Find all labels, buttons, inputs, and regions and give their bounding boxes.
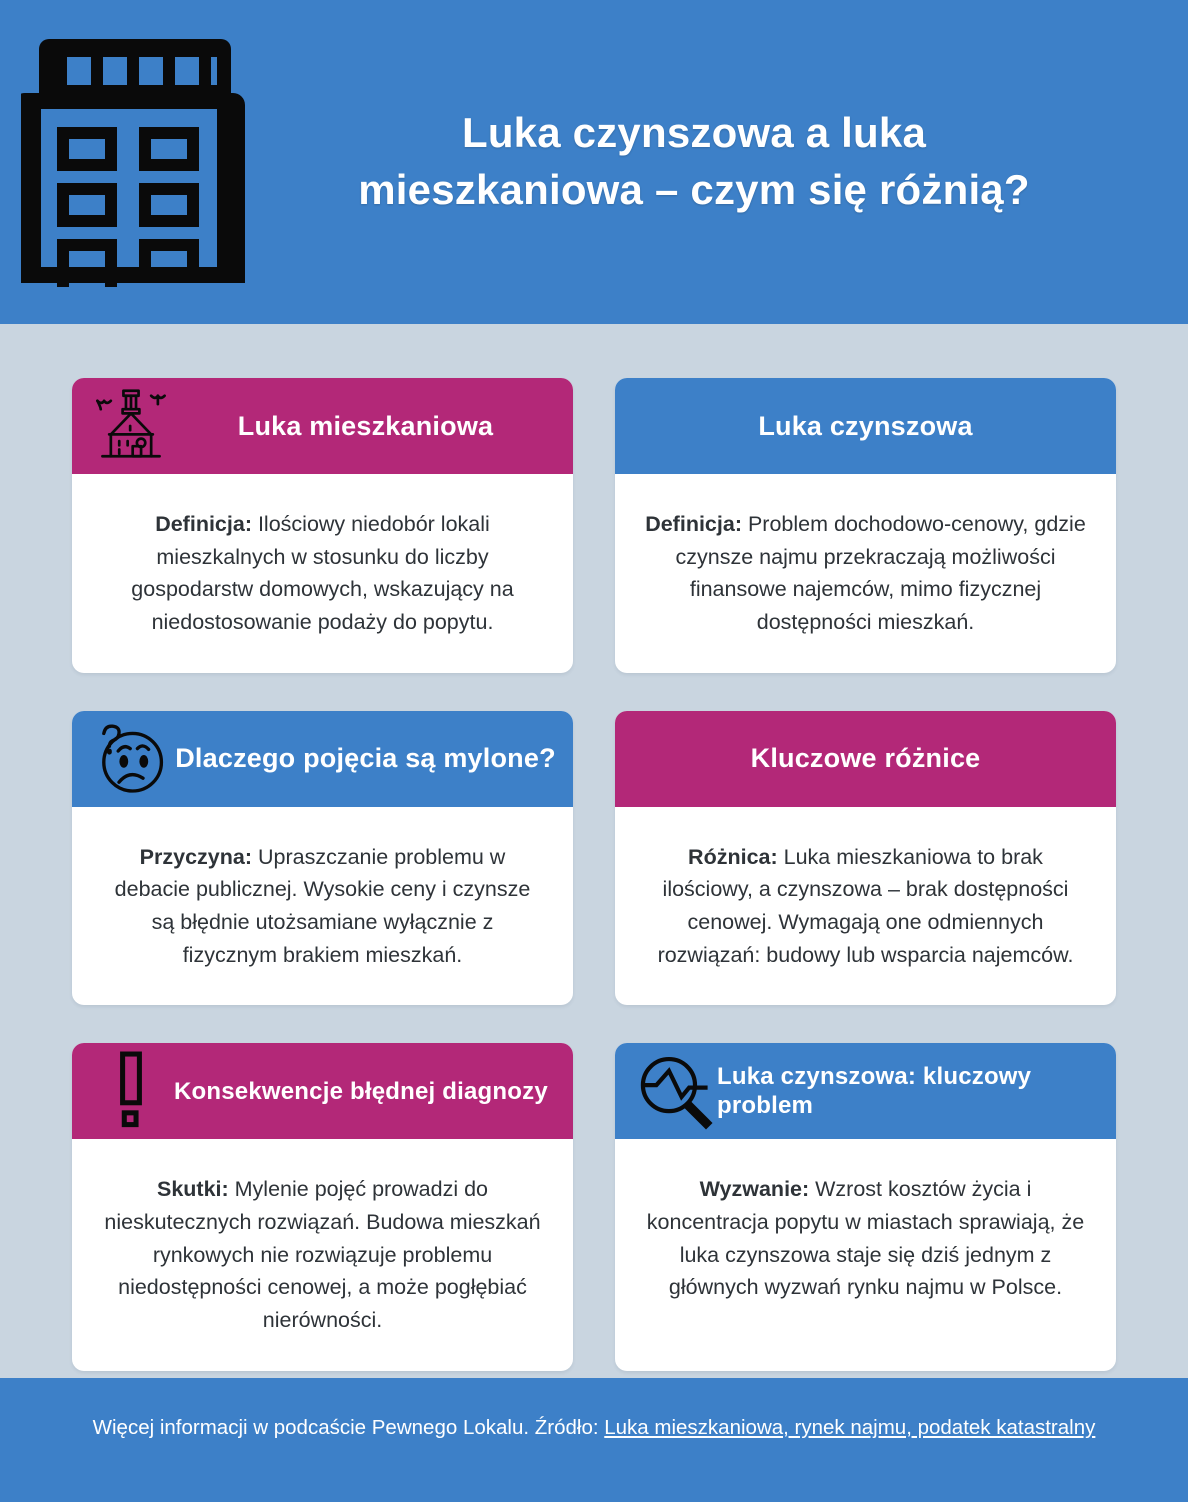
- confused-face-icon: [88, 719, 174, 799]
- footer-source-link[interactable]: Luka mieszkaniowa, rynek najmu, podatek katastralny: [604, 1416, 1096, 1439]
- header-banner: [0, 0, 1188, 324]
- card-body-label: Przyczyna:: [139, 844, 252, 869]
- card-kluczowe-roznice: [615, 711, 1116, 1006]
- footer-text-prefix: Więcej informacji w podcaście Pewnego Lokalu. Źródło:: [92, 1416, 605, 1439]
- card-title: Luka czynszowa: [758, 410, 973, 441]
- card-dlaczego-pojecia-sa-mylone: [72, 711, 573, 1006]
- building-icon: [10, 31, 260, 293]
- card-body: [72, 474, 573, 673]
- card-body-text: Ilościowy niedobór lokali mieszkalnych w stosunku do liczby gospodarstw domowych, wskazujący na niedostosowanie podaży do popytu.: [131, 512, 514, 635]
- card-header: [72, 378, 573, 474]
- card-body-label: Wyzwanie:: [699, 1177, 810, 1202]
- card-body-text: Wzrost kosztów życia i koncentracja popytu w miastach sprawiają, że luka czynszowa staje się dziś jednym z głównych wyzwań rynku najmu w Polsce.: [646, 1177, 1085, 1300]
- card-body-text: Mylenie pojęć prowadzi do nieskutecznych rozwiązań. Budowa mieszkań rynkowych nie rozwiązuje problemu niedostępności cenowej, a może pogłębiać nierówności.: [104, 1177, 541, 1333]
- card-body-label: Skutki:: [156, 1177, 229, 1202]
- card-luka-mieszkaniowa: [72, 378, 573, 673]
- card-body-label: Różnica:: [688, 844, 778, 869]
- magnifier-chart-icon: [631, 1049, 717, 1133]
- card-body-label: Definicja:: [645, 512, 742, 536]
- card-body: [72, 807, 573, 1006]
- church-building-icon: [88, 384, 174, 468]
- card-body: [72, 1139, 573, 1370]
- card-body: [615, 807, 1116, 1006]
- card-title: Luka mieszkaniowa: [237, 410, 494, 441]
- card-body-label: Definicja:: [155, 512, 252, 536]
- card-header: [72, 711, 573, 807]
- card-body: [615, 1139, 1116, 1370]
- footer-banner: [0, 1378, 1188, 1502]
- page-title-line-1: Luka czynszowa a luka: [461, 109, 927, 157]
- exclamation-mark-icon: [88, 1049, 174, 1133]
- page-title-line-2: mieszkaniowa – czym się różnią?: [358, 166, 1030, 213]
- card-grid: [72, 378, 1116, 1371]
- card-body: [615, 474, 1116, 673]
- card-konsekwencje-blednej-diagnozy: [72, 1043, 573, 1370]
- card-body-text: Luka mieszkaniowa to brak ilościowy, a czynszowa – brak dostępności cenowej. Wymagają one odmiennych rozwiązań: budowy lub wsparcia najemców.: [657, 844, 1074, 967]
- card-body-text: Upraszczanie problemu w debacie publicznej. Wysokie ceny i czynsze są błędnie utożsamiane wyłącznie z fizycznym brakiem mieszkań.: [114, 844, 531, 967]
- page-title: [260, 105, 1188, 218]
- card-title: Kluczowe różnice: [750, 743, 981, 774]
- card-luka-czynszowa-kluczowy-problem: [615, 1043, 1116, 1370]
- card-title: Konsekwencje błędnej diagnozy: [174, 1077, 548, 1105]
- footer-text: [93, 1378, 1096, 1440]
- card-luka-czynszowa: [615, 378, 1116, 673]
- card-title: Luka czynszowa: kluczowy problem: [717, 1063, 1032, 1120]
- card-body-text: Problem dochodowo-cenowy, gdzie czynsze najmu przekraczają możliwości finansowe najemców, mimo fizycznej dostępności mieszkań.: [675, 512, 1086, 635]
- card-header: [615, 378, 1116, 474]
- card-header: [615, 711, 1116, 807]
- card-title: Dlaczego pojęcia są mylone?: [175, 743, 556, 774]
- card-header: [72, 1043, 573, 1139]
- card-header: [615, 1043, 1116, 1139]
